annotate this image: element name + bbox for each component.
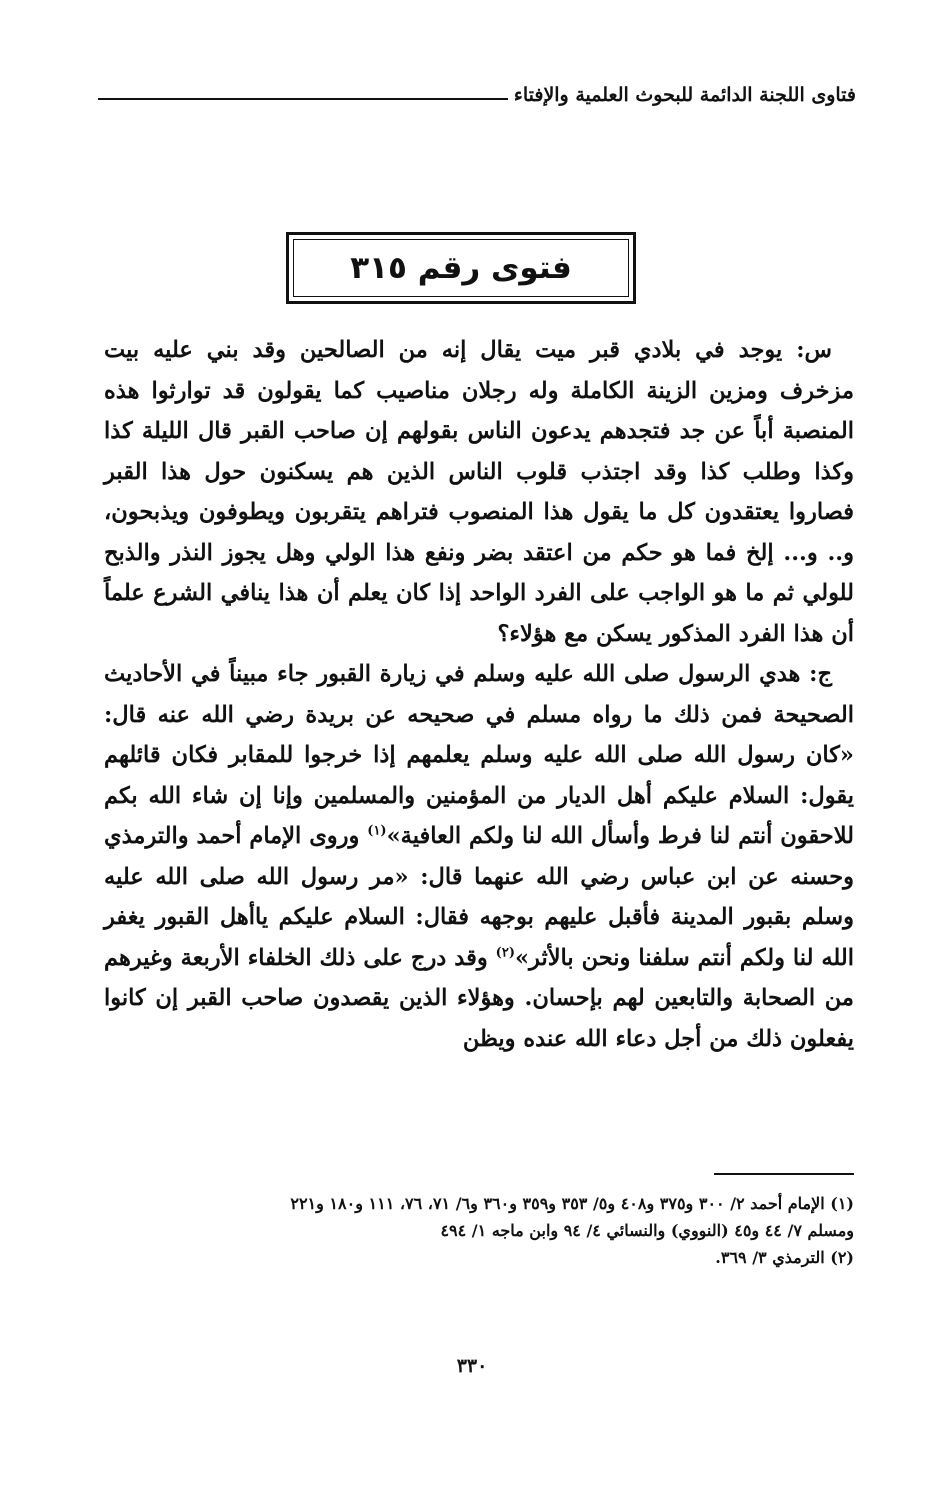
running-header-rule <box>98 98 508 100</box>
question-label: س: <box>796 337 833 363</box>
answer-text-part-3: وقد درج على ذلك الخلفاء الأربعة وغيرهم من الصحابة والتابعين لهم بإحسان. وهؤلاء الذين يقصدون صاحب القبر إن كانوا يفعلون ذلك من أجل دعاء الله عنده ويظن <box>104 944 854 1052</box>
page-number: ٣٣٠ <box>456 1355 488 1377</box>
answer-text-part-2: وروى الإمام أحمد والترمذي وحسنه عن ابن عباس رضي الله عنهما قال: «مر رسول الله صلى الله عليه وسلم بقبور المدينة فأقبل عليهم بوجهه فقال: السلام عليكم ياأهل القبور يغفر الله لنا ولكم أنتم سلفنا ونحن بالأثر» <box>104 823 854 971</box>
question-paragraph <box>104 330 854 654</box>
answer-text-part-1: هدي الرسول صلى الله عليه وسلم في زيارة القبور جاء مبيناً في الأحاديث الصحيحة فمن ذلك ما رواه مسلم في صحيحه عن بريدة رضي الله عنه قال: «كان رسول الله صلى الله عليه وسلم يعلمهم إذا خرجوا للمقابر فكان قائلهم يقول: السلام عليكم أهل الديار من المؤمنين والمسلمين وإنا إن شاء الله بكم للاحقون أنتم لنا فرط وأسأل الله لنا ولكم العافية» <box>104 661 854 849</box>
footnote-separator <box>714 1173 854 1175</box>
footnote-ref-2: (٢) <box>495 945 515 960</box>
question-text: يوجد في بلادي قبر ميت يقال إنه من الصالحين وقد بني عليه بيت مزخرف ومزين الزينة الكاملة وله رجلان مناصيب كما يقولون قد توارثوا هذه المنصبة أباً عن جد فتجدهم يدعون الناس بقولهم إن صاحب القبر قال الليلة كذا وكذا وطلب كذا وقد اجتذب قلوب الناس الذين هم يسكنون حول هذا القبر فصاروا يعتقدون كل ما يقول هذا المنصوب فتراهم يتقربون ويطوفون ويذبحون، و.. و... إلخ فما هو حكم من اعتقد بضر ونفع هذا الولي وهل يجوز النذر والذبح للولي ثم ما هو الواجب على الفرد الواحد إذا كان يعلم أن هذا ينافي الشرع علماً أن هذا الفرد المذكور يسكن مع هؤلاء؟ <box>104 337 854 647</box>
footnote-line: (١) الإمام أحمد ٢/ ٣٠٠ و٣٧٥ و٤٠٨ و٥/ ٣٥٣ و٣٥٩ و٣٦٠ و٦/ ٧١، ٧٦، ١١١ و١٨٠ و٢٢١ <box>290 1194 854 1213</box>
fatwa-title: فتوى رقم ٣١٥ <box>350 250 572 286</box>
footnote-line: (٢) الترمذي ٣/ ٣٦٩. <box>715 1248 854 1267</box>
fatwa-title-box <box>286 232 636 304</box>
footnotes <box>104 1190 854 1271</box>
footnote-line: ومسلم ٧/ ٤٤ و٤٥ (النووي) والنسائي ٤/ ٩٤ وابن ماجه ١/ ٤٩٤ <box>440 1221 854 1240</box>
body-text <box>104 330 854 1059</box>
answer-paragraph <box>104 654 854 1059</box>
answer-label: ج: <box>809 661 832 687</box>
running-header-title: فتاوى اللجنة الدائمة للبحوث العلمية والإفتاء <box>513 84 856 106</box>
footnote-ref-1: (١) <box>367 823 387 839</box>
running-header <box>98 84 856 106</box>
